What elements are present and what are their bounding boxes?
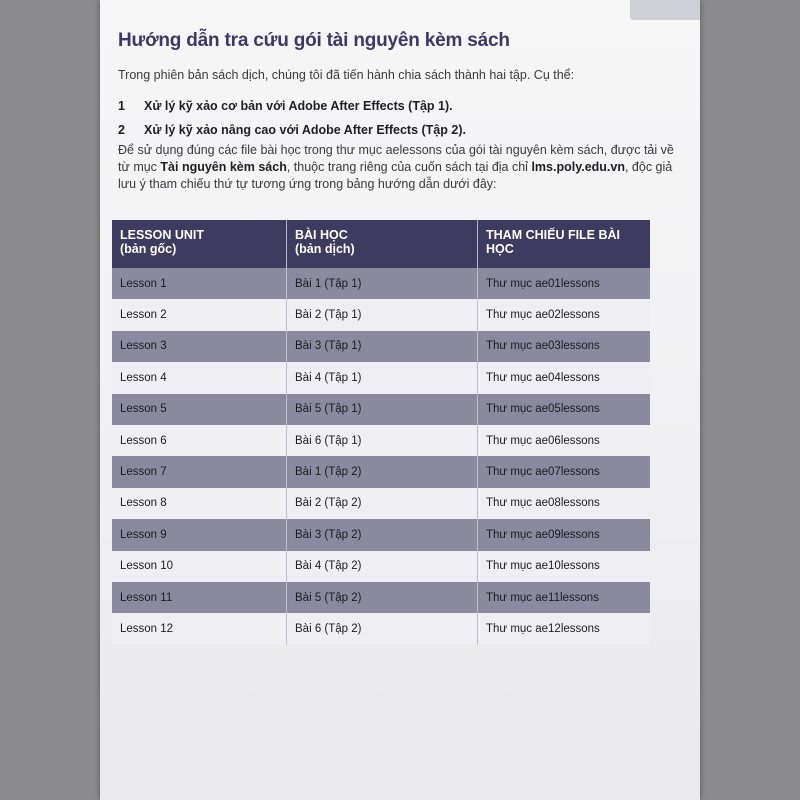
header-file-reference [478,220,651,268]
page-corner-tab [630,0,700,20]
cell-lesson-unit: Lesson 5 [112,394,287,425]
paragraph-text: Để sử dụng đúng các file bài học trong thư mục aelessons của gói tài nguyên kèm sách, được tải về từ mục [118,143,674,174]
intro-text: Trong phiên bản sách dịch, chúng tôi đã tiến hành chia sách thành hai tập. Cụ thể: [118,68,575,82]
cell-lesson-unit: Lesson 11 [112,582,287,613]
cell-file-reference: Thư mục ae03lessons [486,340,600,353]
table-body [112,268,650,645]
table-row [112,613,650,644]
cell-file-reference: Thư mục ae02lessons [486,309,600,322]
table-header-row [112,220,650,268]
cell-bai-hoc: Bài 4 (Tập 1) [287,362,478,393]
header-subline: (bản gốc) [120,242,177,256]
cell-file-reference: Thư mục ae07lessons [486,466,600,479]
cell-file-reference: Thư mục ae04lessons [486,371,600,384]
cell-bai-hoc: Bài 5 (Tập 1) [287,394,478,425]
table-row [112,331,650,362]
table-row [112,362,650,393]
cell-bai-hoc: Bài 3 (Tập 2) [287,519,478,550]
table-row [112,394,650,425]
volume-number: 1 [118,99,125,113]
cell-lesson-unit: Lesson 6 [112,425,287,456]
lesson-reference-table [112,220,650,645]
page-title: Hướng dẫn tra cứu gói tài nguyên kèm sách [118,30,510,51]
volume-title: Xử lý kỹ xảo nâng cao với Adobe After Effects (Tập 2). [144,123,466,137]
header-lesson-unit [112,220,287,268]
cell-bai-hoc: Bài 2 (Tập 2) [287,488,478,519]
header-subline: (bản dịch) [295,242,355,256]
cell-file-reference: Thư mục ae06lessons [486,434,600,447]
cell-bai-hoc: Bài 4 (Tập 2) [287,551,478,582]
cell-file-reference: Thư mục ae08lessons [486,497,600,510]
cell-bai-hoc: Bài 3 (Tập 1) [287,331,478,362]
table-row [112,299,650,330]
cell-file-reference: Thư mục ae12lessons [486,622,600,635]
cell-file-reference: Thư mục ae09lessons [486,528,600,541]
cell-bai-hoc: Bài 2 (Tập 1) [287,299,478,330]
header-line: BÀI HỌC [295,228,348,242]
volume-number: 2 [118,123,125,137]
document-page [100,0,700,800]
table-row [112,268,650,299]
table-row [112,551,650,582]
cell-lesson-unit: Lesson 10 [112,551,287,582]
cell-lesson-unit: Lesson 4 [112,362,287,393]
cell-lesson-unit: Lesson 1 [112,268,287,299]
header-line: LESSON UNIT [120,228,205,242]
website-address: lms.poly.edu.vn [531,160,625,174]
volume-item [118,118,678,142]
cell-file-reference: Thư mục ae11lessons [486,591,599,604]
cell-file-reference: Thư mục ae01lessons [486,277,600,290]
cell-lesson-unit: Lesson 2 [112,299,287,330]
table-row [112,488,650,519]
volume-item [118,94,678,118]
cell-lesson-unit: Lesson 12 [112,613,287,644]
table-row [112,519,650,550]
volume-list [118,94,678,142]
cell-bai-hoc: Bài 6 (Tập 2) [287,613,478,644]
cell-bai-hoc: Bài 5 (Tập 2) [287,582,478,613]
table-row [112,582,650,613]
cell-bai-hoc: Bài 1 (Tập 2) [287,456,478,487]
cell-bai-hoc: Bài 1 (Tập 1) [287,268,478,299]
cell-lesson-unit: Lesson 7 [112,456,287,487]
instruction-paragraph [118,142,678,193]
cell-bai-hoc: Bài 6 (Tập 1) [287,425,478,456]
table-row [112,456,650,487]
cell-lesson-unit: Lesson 3 [112,331,287,362]
header-line: THAM CHIẾU FILE BÀI HỌC [486,228,621,256]
volume-title: Xử lý kỹ xảo cơ bản với Adobe After Effects (Tập 1). [144,99,453,113]
resource-section-name: Tài nguyên kèm sách [160,160,287,174]
cell-file-reference: Thư mục ae10lessons [486,560,600,573]
cell-file-reference: Thư mục ae05lessons [486,403,600,416]
table-row [112,425,650,456]
cell-lesson-unit: Lesson 9 [112,519,287,550]
paragraph-text: , thuộc trang riêng của cuốn sách tại địa chỉ [286,160,532,174]
cell-lesson-unit: Lesson 8 [112,488,287,519]
paragraph-text: , độc giả lưu ý tham chiếu thứ tự tương ứng trong bảng hướng dẫn dưới đây: [118,160,673,191]
header-bai-hoc [287,220,478,268]
